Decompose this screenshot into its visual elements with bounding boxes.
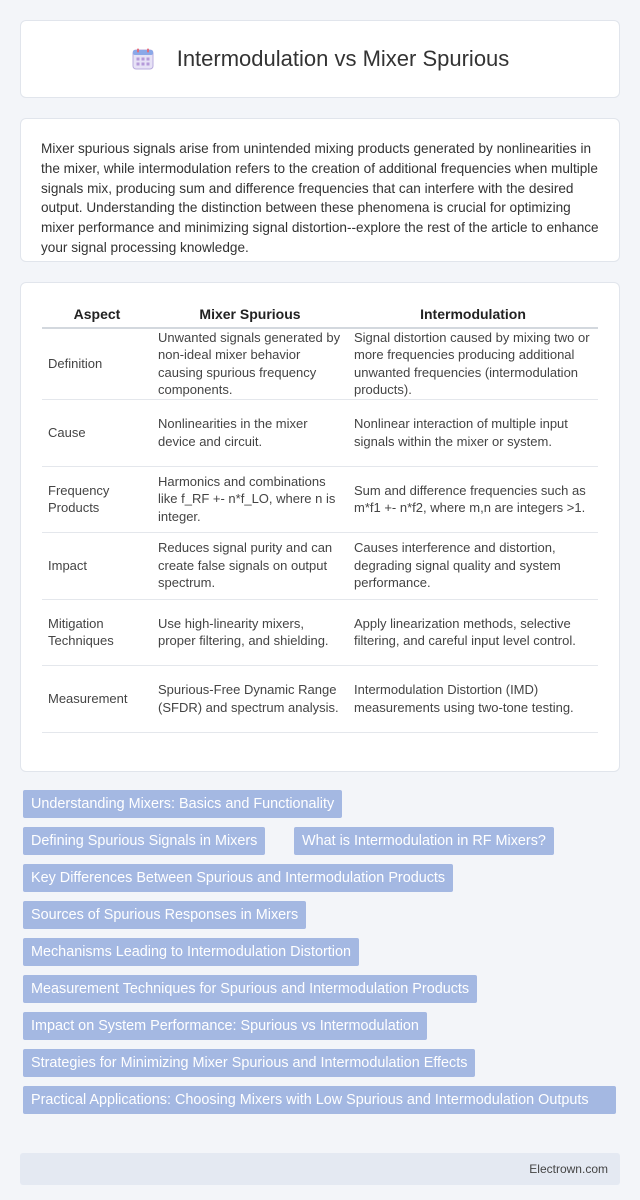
link-impact-on-system[interactable]: Impact on System Performance: Spurious vs Intermodulation bbox=[23, 1012, 427, 1040]
mixer-spurious-cell: Harmonics and combinations like f_RF +- n*f_LO, where n is integer. bbox=[152, 467, 348, 533]
mixer-spurious-cell: Nonlinearities in the mixer device and circuit. bbox=[152, 400, 348, 467]
table-row bbox=[42, 329, 598, 400]
table-header-row bbox=[42, 303, 598, 329]
link-strategies-minimizing[interactable]: Strategies for Minimizing Mixer Spurious and Intermodulation Effects bbox=[23, 1049, 475, 1077]
aspect-cell: Frequency Products bbox=[42, 467, 152, 533]
related-links bbox=[20, 790, 620, 1142]
link-what-is-intermodulation[interactable]: What is Intermodulation in RF Mixers? bbox=[294, 827, 554, 855]
table-row bbox=[42, 400, 598, 467]
intermodulation-cell: Apply linearization methods, selective filtering, and careful input level control. bbox=[348, 600, 598, 666]
mixer-spurious-cell: Reduces signal purity and can create false signals on output spectrum. bbox=[152, 533, 348, 600]
link-defining-spurious-signals[interactable]: Defining Spurious Signals in Mixers bbox=[23, 827, 265, 855]
comparison-table bbox=[42, 303, 598, 733]
link-understanding-mixers[interactable]: Understanding Mixers: Basics and Functionality bbox=[23, 790, 342, 818]
footer-site-name[interactable]: Electrown.com bbox=[529, 1162, 608, 1176]
aspect-cell: Mitigation Techniques bbox=[42, 600, 152, 666]
mixer-spurious-cell: Use high-linearity mixers, proper filtering, and shielding. bbox=[152, 600, 348, 666]
table-row bbox=[42, 467, 598, 533]
link-measurement-techniques[interactable]: Measurement Techniques for Spurious and Intermodulation Products bbox=[23, 975, 477, 1003]
intermodulation-cell: Nonlinear interaction of multiple input signals within the mixer or system. bbox=[348, 400, 598, 467]
link-key-differences[interactable]: Key Differences Between Spurious and Intermodulation Products bbox=[23, 864, 453, 892]
title-card bbox=[20, 20, 620, 98]
table-row bbox=[42, 666, 598, 733]
link-practical-applications[interactable]: Practical Applications: Choosing Mixers with Low Spurious and Intermodulation Outputs bbox=[23, 1086, 616, 1114]
footer bbox=[20, 1153, 620, 1185]
intermodulation-cell: Intermodulation Distortion (IMD) measurements using two-tone testing. bbox=[348, 666, 598, 733]
intro-paragraph: Mixer spurious signals arise from unintended mixing products generated by nonlinearities in the mixer, while intermodulation refers to the creation of additional frequencies when multiple signals mix, producing sum and difference frequencies that can interfere with the desired output. Understanding the distinction between these phenomena is crucial for optimizing mixer performance and minimizing signal distortion--explore the rest of the article to enhance your signal processing knowledge. bbox=[20, 118, 620, 262]
table-row bbox=[42, 600, 598, 666]
link-mechanisms-intermodulation[interactable]: Mechanisms Leading to Intermodulation Distortion bbox=[23, 938, 359, 966]
aspect-cell: Measurement bbox=[42, 666, 152, 733]
intermodulation-cell: Sum and difference frequencies such as m*f1 +- n*f2, where m,n are integers >1. bbox=[348, 467, 598, 533]
aspect-cell: Cause bbox=[42, 400, 152, 467]
link-sources-of-spurious[interactable]: Sources of Spurious Responses in Mixers bbox=[23, 901, 306, 929]
header-aspect: Aspect bbox=[42, 303, 152, 329]
aspect-cell: Definition bbox=[42, 329, 152, 400]
header-intermodulation: Intermodulation bbox=[348, 303, 598, 329]
comparison-table-card bbox=[20, 282, 620, 772]
mixer-spurious-cell: Spurious-Free Dynamic Range (SFDR) and spectrum analysis. bbox=[152, 666, 348, 733]
intermodulation-cell: Causes interference and distortion, degrading signal quality and system performance. bbox=[348, 533, 598, 600]
aspect-cell: Impact bbox=[42, 533, 152, 600]
calendar-grid-icon bbox=[131, 47, 155, 71]
header-mixer-spurious: Mixer Spurious bbox=[152, 303, 348, 329]
page-title: Intermodulation vs Mixer Spurious bbox=[176, 46, 510, 71]
mixer-spurious-cell: Unwanted signals generated by non-ideal mixer behavior causing spurious frequency components. bbox=[152, 329, 348, 400]
table-row bbox=[42, 533, 598, 600]
intermodulation-cell: Signal distortion caused by mixing two or more frequencies producing additional unwanted frequencies (intermodulation products). bbox=[348, 329, 598, 400]
